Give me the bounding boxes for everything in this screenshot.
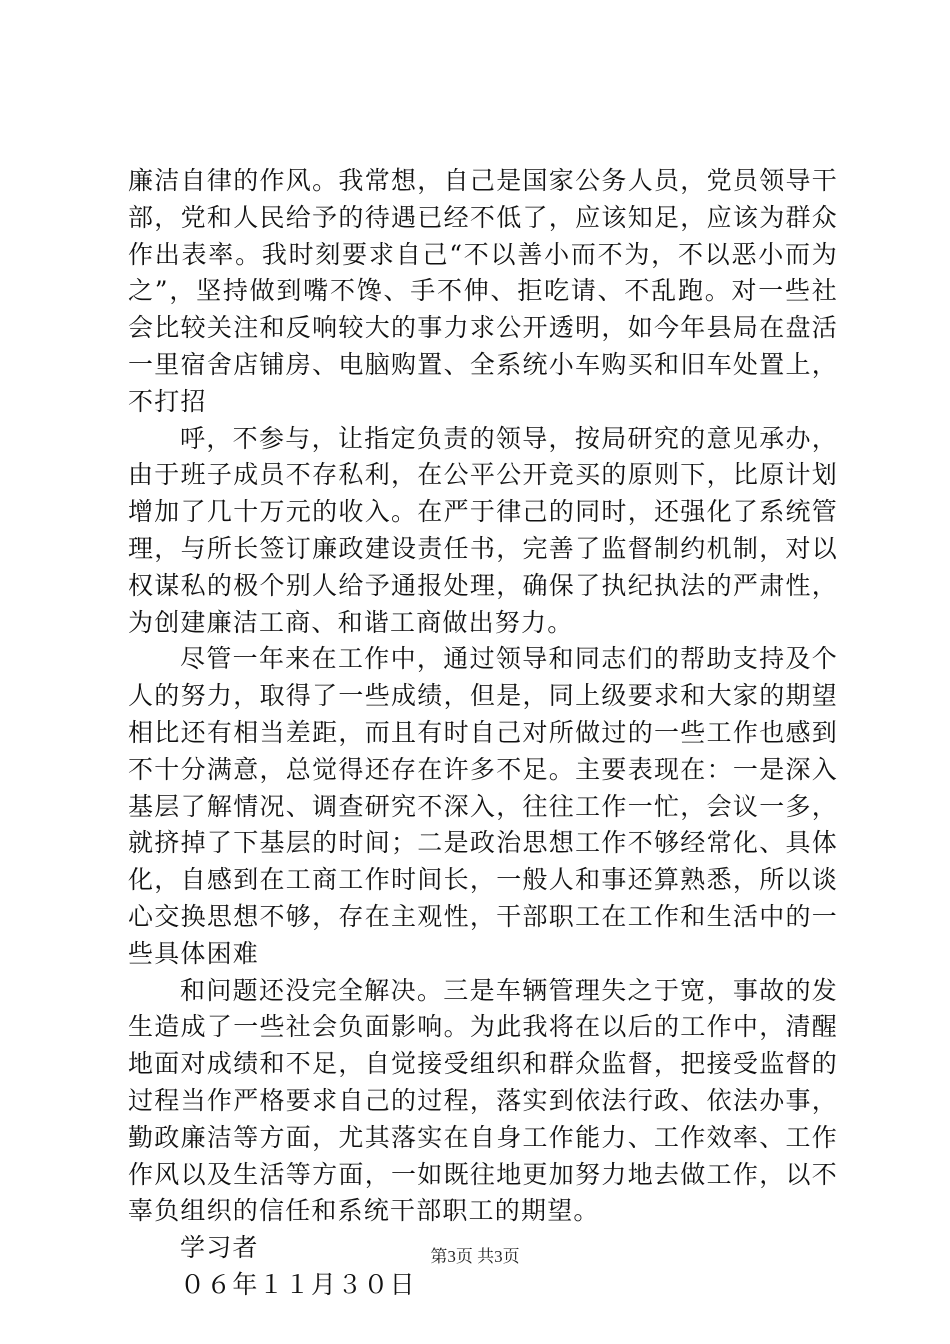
paragraph-procurement: 呼，不参与，让指定负责的领导，按局研究的意见承办，由于班子成员不存私利，在公平公开竞买的原则下，比原计划增加了几十万元的收入。在严于律己的同时，还强化了系统管理，与所长签订廉政建设责任书，完善了监督制约机制，对以权谋私的极个别人给予通报处理，确保了执纪执法的严肃性，为创建廉洁工商、和谐工商做出努力。 (128, 423, 838, 637)
signature-date: ０６年１１月３０日 (180, 1269, 416, 1299)
document-body (128, 163, 838, 1304)
paragraph-improvement: 和问题还没完全解决。三是车辆管理失之于宽，事故的发生造成了一些社会负面影响。为此我将在以后的工作中，清醒地面对成绩和不足，自觉接受组织和群众监督，把接受监督的过程当作严格要求自己的过程，落实到依法行政、依法办事，勤政廉洁等方面，尤其落实在自身工作能力、工作效率、工作作风以及生活等方面，一如既往地更加努力地去做工作，以不辜负组织的信任和系统干部职工的期望。 (128, 975, 838, 1226)
signature-author: 学习者 (180, 1233, 259, 1263)
page-number-footer: 第3页 共3页 (430, 1247, 520, 1266)
paragraph-shortcomings: 尽管一年来在工作中，通过领导和同志们的帮助支持及个人的努力，取得了一些成绩，但是，同上级要求和大家的期望相比还有相当差距，而且有时自己对所做过的一些工作也感到不十分满意，总觉得还存在许多不足。主要表现在：一是深入基层了解情况、调查研究不深入，往往工作一忙，会议一多，就挤掉了下基层的时间；二是政治思想工作不够经常化、具体化，自感到在工商工作时间长，一般人和事还算熟悉，所以谈心交换思想不够，存在主观性，干部职工在工作和生活中的一些具体困难 (128, 644, 838, 968)
paragraph-integrity: 廉洁自律的作风。我常想，自己是国家公务人员，党员领导干部，党和人民给予的待遇已经不低了，应该知足，应该为群众作出表率。我时刻要求自己“不以善小而不为，不以恶小而为之”，坚持做到嘴不馋、手不伸、拒吃请、不乱跑。对一些社会比较关注和反响较大的事力求公开透明，如今年县局在盘活一里宿舍店铺房、电脑购置、全系统小车购买和旧车处置上，不打招 (128, 166, 838, 416)
